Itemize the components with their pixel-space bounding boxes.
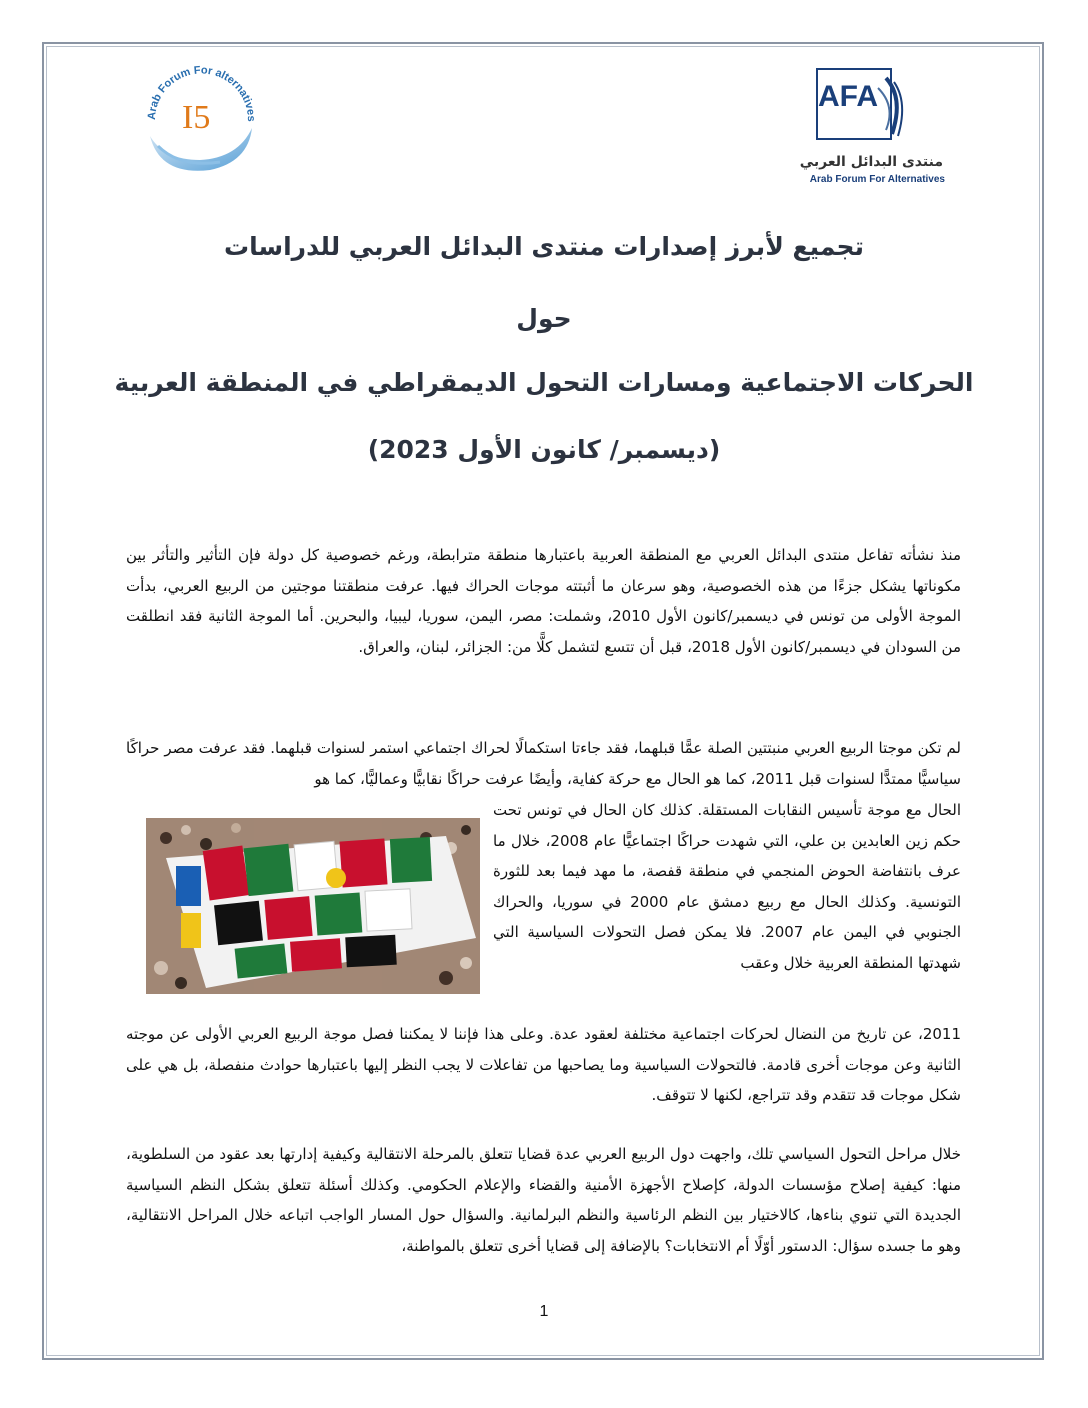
logo-i5-mark: I5	[182, 99, 211, 136]
page-number: 1	[539, 1303, 549, 1320]
paragraph-2-bottom: 2011، عن تاريخ من النضال لحركات اجتماعية مختلفة لعقود عدة. وعلى هذا فإننا لا يمكننا فصل موجة الربيع العربي الأولى عن موجته الثانية وعن موجات أخرى قادمة. فالتحولات السياسية وما يصاحبها من تفاعلات لا يجب النظر إليها باعتبارها حوادث منفصلة، بل هي على شكل موجات قد تتقدم وقد تتراجع، لكنها لا تتوقف.	[126, 1025, 961, 1104]
afa-logo	[799, 62, 953, 187]
paragraph-1: منذ نشأته تفاعل منتدى البدائل العربي مع المنطقة العربية باعتبارها منطقة مترابطة، ورغم خصوصية كل دولة فإن التأثير والتأثر بين مكوناتها يشكل جزءًا من هذه الخصوصية، وهو سرعان ما أثبتته موجات الحراك فيها. عرفت منطقتنا موجتين من الربيع العربي، بدأت الموجة الأولى من تونس في ديسمبر/كانون الأول 2010، وشملت: مصر، اليمن، سوريا، ليبيا، والبحرين. أما الموجة الثانية فقد انطلقت من السودان في ديسمبر/كانون الأول 2018، قبل أن تتسع لتشمل كلًّا من: الجزائر، لبنان، والعراق.	[126, 546, 962, 656]
title-line-3: الحركات الاجتماعية ومسارات التحول الديمقراطي في المنطقة العربية	[114, 368, 974, 397]
logo-ring-text: Arab Forum For alternatives	[145, 64, 258, 122]
i5-anniversary-logo	[130, 58, 270, 178]
title-line-4: (ديسمبر/ كانون الأول 2023)	[367, 435, 721, 464]
afa-mark: AFA	[818, 80, 878, 113]
afa-english-name: Arab Forum For Alternatives	[809, 174, 945, 185]
paragraph-2-wrap: الحال مع موجة تأسيس النقابات المستقلة. كذلك كان الحال في تونس تحت حكم زين العابدين بن علي، التي شهدت حراكًا اجتماعيًّا عام 2008، خلال ما عرف بانتفاضة الحوض المنجمي في منطقة قفصة، ما مهد فيما بعد للثورة التونسية. وكذلك الحال مع ربيع دمشق عام 2000 في سوريا، والحراك الجنوبي في اليمن عام 2007. فلا يمكن فصل التحولات السياسية التي شهدتها المنطقة العربية خلال وعقب	[493, 801, 962, 972]
paragraph-2-top: لم تكن موجتا الربيع العربي منبتتين الصلة عمًّا قبلهما، فقد جاءتا استكمالًا لحراك اجتماعي استمر لسنوات قبلهما. فقد عرفت مصر حراكًا سياسيًّا ممتدًّا لسنوات قبل 2011، كما هو الحال مع حركة كفاية، وأيضًا عرفت حراكًا نقابيًّا وعماليًّا، كما هو	[126, 739, 961, 788]
title-line-2: حول	[516, 304, 572, 333]
protest-crowd-flags-photo	[146, 818, 480, 994]
paragraph-3: خلال مراحل التحول السياسي تلك، واجهت دول الربيع العربي عدة قضايا تتعلق بالمرحلة الانتقالية وكيفية إدارتها بعد عقود من السلطوية، منها: كيفية إصلاح مؤسسات الدولة، كإصلاح الأجهزة الأمنية والقضاء والإعلام الحكومي. وكذلك أسئلة تتعلق بشكل النظم السياسية الجديدة التي تنوي بناءها، كالاختيار بين النظم الرئاسية والنظم البرلمانية. والسؤال حول المسار الواجب اتباعه خلال المراحل الانتقالية، وهو ما جسده سؤال: الدستور أوّلًا أم الانتخابات؟ بالإضافة إلى قضايا أخرى تتعلق بالمواطنة،	[126, 1145, 961, 1255]
title-line-1: تجميع لأبرز إصدارات منتدى البدائل العربي للدراسات	[224, 232, 864, 261]
afa-arabic-name: منتدى البدائل العربي	[799, 154, 943, 170]
